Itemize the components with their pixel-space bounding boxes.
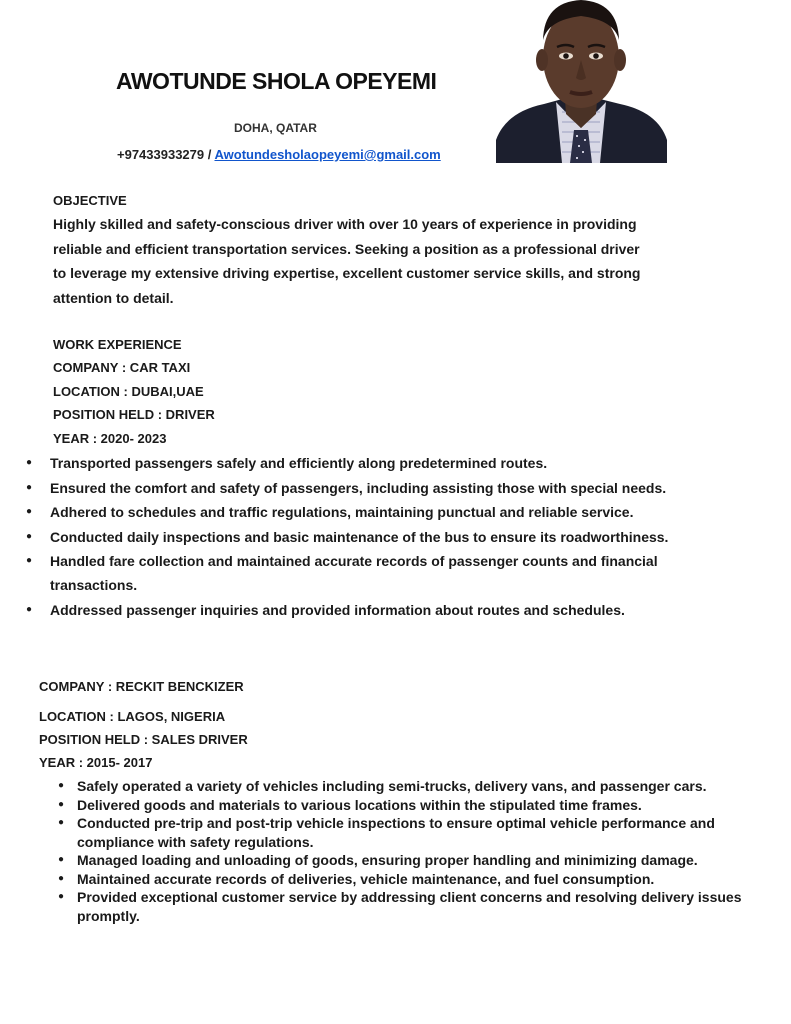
list-item: ● Maintained accurate records of deliveries, vehicle maintenance, and fuel consumption. — [54, 870, 754, 889]
contact-line — [117, 147, 441, 162]
phone-text: +97433933279 / — [117, 147, 215, 162]
list-item: ● Handled fare collection and maintained accurate records of passenger counts and financial transactions. — [22, 549, 682, 597]
list-item: ● Delivered goods and materials to various locations within the stipulated time frames. — [54, 796, 754, 815]
objective-heading: OBJECTIVE — [53, 193, 127, 208]
list-item: ● Managed loading and unloading of goods, ensuring proper handling and minimizing damage. — [54, 851, 754, 870]
name-heading: AWOTUNDE SHOLA OPEYEMI — [116, 68, 437, 94]
list-item: ● Conducted daily inspections and basic maintenance of the bus to ensure its roadworthiness. — [22, 525, 682, 549]
job1-company: COMPANY : CAR TAXI — [53, 360, 191, 375]
profile-photo — [496, 0, 667, 163]
job1-duties-list — [22, 451, 682, 622]
list-item: ● Adhered to schedules and traffic regulations, maintaining punctual and reliable service. — [22, 500, 682, 524]
job2-company: COMPANY : RECKIT BENCKIZER — [39, 679, 244, 694]
list-item: ● Addressed passenger inquiries and provided information about routes and schedules. — [22, 598, 682, 622]
objective-text: Highly skilled and safety-conscious driver with over 10 years of experience in providing reliable and efficient transportation services. Seeking a position as a professional driver to leverage my extensive driving expertise, excellent customer service skills, and strong attention to detail. — [53, 216, 641, 306]
job2-year: YEAR : 2015- 2017 — [39, 755, 153, 770]
list-item: ● Conducted pre-trip and post-trip vehicle inspections to ensure optimal vehicle performance and compliance with safety regulations. — [54, 814, 754, 851]
job2-position: POSITION HELD : SALES DRIVER — [39, 732, 248, 747]
list-item: ● Provided exceptional customer service by addressing client concerns and resolving delivery issues promptly. — [54, 888, 754, 925]
job1-position: POSITION HELD : DRIVER — [53, 407, 215, 422]
list-item: ● Transported passengers safely and efficiently along predetermined routes. — [22, 451, 682, 475]
email-link[interactable]: Awotundesholaopeyemi@gmail.com — [214, 147, 441, 162]
list-item: ● Ensured the comfort and safety of passengers, including assisting those with special needs. — [22, 476, 682, 500]
job2-duties-list — [54, 777, 754, 925]
work-experience-heading: WORK EXPERIENCE — [53, 337, 182, 352]
city-text: DOHA, QATAR — [234, 121, 317, 135]
job2-location: LOCATION : LAGOS, NIGERIA — [39, 709, 226, 724]
list-item: ● Safely operated a variety of vehicles including semi-trucks, delivery vans, and passenger cars. — [54, 777, 754, 796]
job1-year: YEAR : 2020- 2023 — [53, 431, 167, 446]
job1-location: LOCATION : DUBAI,UAE — [53, 384, 204, 399]
